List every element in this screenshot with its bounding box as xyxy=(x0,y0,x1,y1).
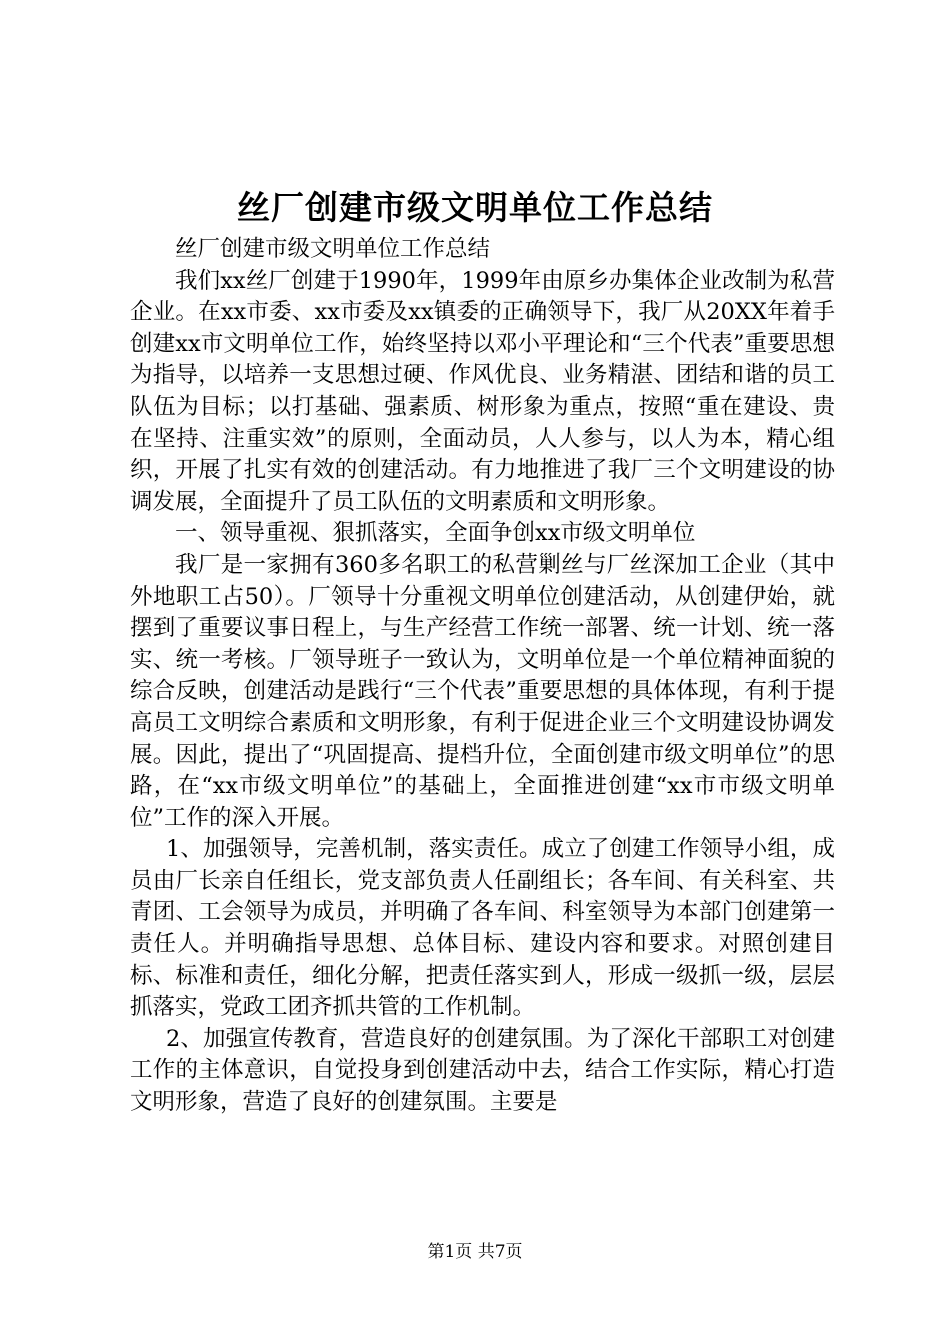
paragraph-section-1: 我厂是一家拥有360多名职工的私营剿丝与厂丝深加工企业（其中外地职工占50）。厂领导十分重视文明单位创建活动，从创建伊始，就摆到了重要议事日程上，与生产经营工作统一部署、统一计划、统一落实、统一考核。厂领导班子一致认为，文明单位是一个单位精神面貌的综合反映，创建活动是践行“三个代表”重要思想的具体体现，有利于提高员工文明综合素质和文明形象，有利于促进企业三个文明建设协调发展。因此，提出了“巩固提高、提档升位，全面创建市级文明单位”的思路，在“xx市级文明单位”的基础上，全面推进创建“xx市市级文明单位”工作的深入开展。 xyxy=(130,551,835,831)
paragraph-intro: 我们xx丝厂创建于1990年，1999年由原乡办集体企业改制为私营企业。在xx市委、xx市委及xx镇委的正确领导下，我厂从20XX年着手创建xx市文明单位工作，始终坚持以邓小平理论和“三个代表”重要思想为指导，以培养一支思想过硬、作风优良、业务精湛、团结和谐的员工队伍为目标；以打基础、强素质、树形象为重点，按照“重在建设、贵在坚持、注重实效”的原则，全面动员，人人参与，以人为本，精心组织，开展了扎实有效的创建活动。有力地推进了我厂三个文明建设的协调发展，全面提升了员工队伍的文明素质和文明形象。 xyxy=(130,267,835,515)
paragraph-point-1: 1、加强领导，完善机制，落实责任。成立了创建工作领导小组，成员由厂长亲自任组长，党支部负责人任副组长；各车间、有关科室、共青团、工会领导为成员，并明确了各车间、科室领导为本部门创建第一责任人。并明确指导思想、总体目标、建设内容和要求。对照创建目标、标准和责任，细化分解，把责任落实到人，形成一级抓一级，层层抓落实，党政工团齐抓共管的工作机制。 xyxy=(130,836,835,1021)
section-heading-1: 一、领导重视、狠抓落实，全面争创xx市级文明单位 xyxy=(175,520,696,547)
document-title: 丝厂创建市级文明单位工作总结 xyxy=(237,188,713,227)
paragraph-point-2: 2、加强宣传教育，营造良好的创建氛围。为了深化干部职工对创建工作的主体意识，自觉投身到创建活动中去，结合工作实际，精心打造文明形象，营造了良好的创建氛围。主要是 xyxy=(130,1025,835,1116)
paragraph-subtitle: 丝厂创建市级文明单位工作总结 xyxy=(175,236,491,262)
document-body xyxy=(130,234,835,1119)
page-footer: 第1页 共7页 xyxy=(427,1242,523,1262)
